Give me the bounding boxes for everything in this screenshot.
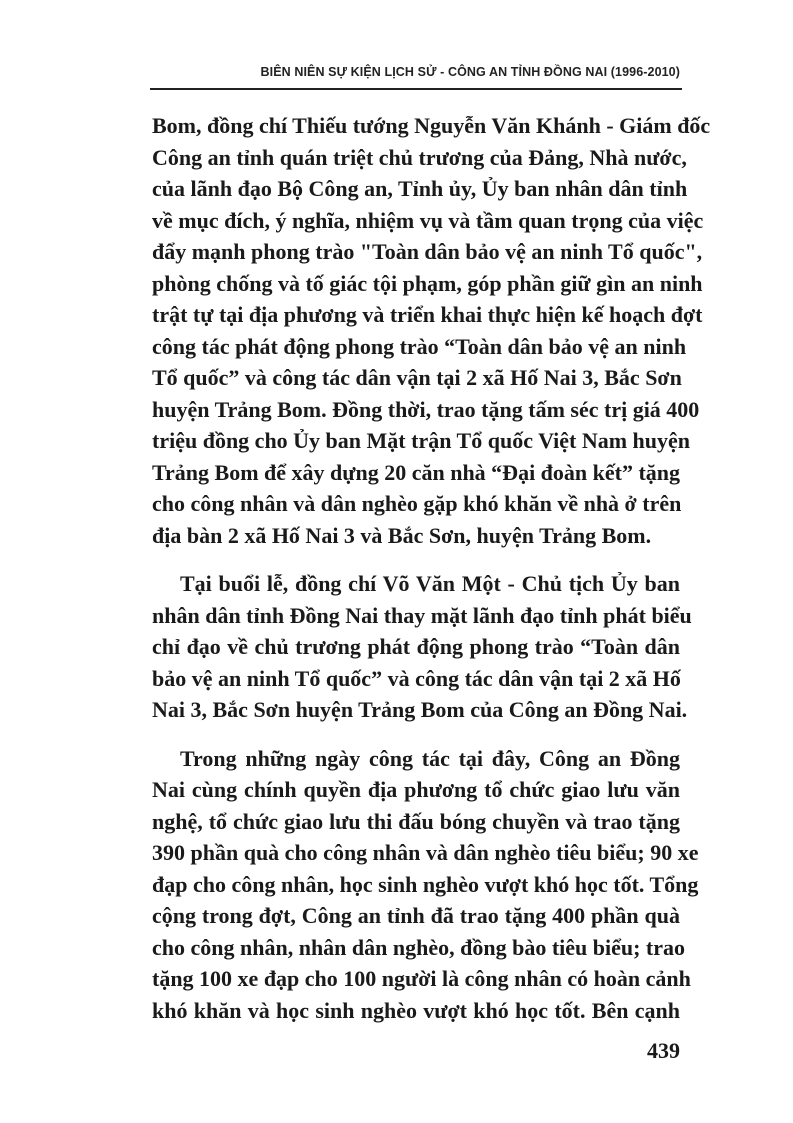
text-line: chỉ đạo về chủ trương phát động phong trào “Toàn dân bbox=[152, 634, 680, 659]
text-line: địa bàn 2 xã Hố Nai 3 và Bắc Sơn, huyện Trảng Bom. bbox=[152, 522, 652, 548]
text-line: trật tự tại địa phương và triển khai thực hiện kế hoạch đợt bbox=[152, 302, 703, 327]
text-line: triệu đồng cho Ủy ban Mặt trận Tổ quốc Việt Nam huyện bbox=[152, 428, 691, 453]
running-header bbox=[150, 62, 682, 90]
text-line: về mục đích, ý nghĩa, nhiệm vụ và tầm quan trọng của việc bbox=[152, 207, 704, 233]
paragraph bbox=[152, 110, 711, 551]
text-line: 390 phần quà cho công nhân và dân nghèo tiêu biểu; 90 xe bbox=[152, 840, 699, 865]
text-line: Công an tỉnh quán triệt chủ trương của Đảng, Nhà nước, bbox=[152, 144, 687, 170]
text-line: cộng trong đợt, Công an tỉnh đã trao tặng 400 phần quà bbox=[152, 903, 680, 928]
text-line: Nai cùng chính quyền địa phương tổ chức giao lưu văn bbox=[152, 777, 680, 802]
text-line: Bom, đồng chí Thiếu tướng Nguyễn Văn Khánh - Giám đốc bbox=[152, 113, 711, 138]
text-line: cho công nhân và dân nghèo gặp khó khăn về nhà ở trên bbox=[152, 491, 682, 516]
text-line: phòng chống và tố giác tội phạm, góp phần giữ gìn an ninh bbox=[152, 270, 703, 296]
text-line: của lãnh đạo Bộ Công an, Tỉnh ủy, Ủy ban nhân dân tỉnh bbox=[152, 176, 688, 201]
text-line: Tổ quốc” và công tác dân vận tại 2 xã Hố Nai 3, Bắc Sơn bbox=[152, 365, 682, 390]
body-text bbox=[152, 110, 711, 1026]
text-line: nhân dân tỉnh Đồng Nai thay mặt lãnh đạo tỉnh phát biểu bbox=[152, 602, 692, 628]
text-line: bảo vệ an ninh Tổ quốc” và công tác dân vận tại 2 xã Hố bbox=[152, 665, 681, 691]
text-line: huyện Trảng Bom. Đồng thời, trao tặng tấm séc trị giá 400 bbox=[152, 396, 700, 422]
text-line: công tác phát động phong trào “Toàn dân bảo vệ an ninh bbox=[152, 333, 687, 359]
text-line: Trảng Bom để xây dựng 20 căn nhà “Đại đoàn kết” tặng bbox=[152, 459, 681, 485]
text-line: Nai 3, Bắc Sơn huyện Trảng Bom của Công an Đồng Nai. bbox=[152, 697, 688, 722]
text-line: khó khăn và học sinh nghèo vượt khó học tốt. Bên cạnh bbox=[152, 997, 680, 1023]
text-line: Trong những ngày công tác tại đây, Công an Đồng bbox=[180, 745, 680, 771]
paragraph bbox=[152, 568, 692, 726]
text-line: tặng 100 xe đạp cho 100 người là công nhân có hoàn cảnh bbox=[152, 966, 691, 991]
text-line: đạp cho công nhân, học sinh nghèo vượt khó học tốt. Tổng bbox=[152, 871, 699, 897]
text-line: cho công nhân, nhân dân nghèo, đồng bào tiêu biểu; trao bbox=[152, 934, 686, 960]
paragraph bbox=[152, 743, 699, 1027]
text-line: Tại buổi lễ, đồng chí Võ Văn Một - Chủ tịch Ủy ban bbox=[180, 571, 680, 596]
text-line: đẩy mạnh phong trào "Toàn dân bảo vệ an ninh Tổ quốc", bbox=[152, 239, 703, 264]
running-title: BIÊN NIÊN SỰ KIỆN LỊCH SỬ - CÔNG AN TỈNH ĐỒNG NAI (1996-2010) bbox=[260, 65, 680, 79]
page-number: 439 bbox=[647, 1038, 680, 1063]
text-line: nghệ, tổ chức giao lưu thi đấu bóng chuyền và trao tặng bbox=[152, 808, 680, 834]
